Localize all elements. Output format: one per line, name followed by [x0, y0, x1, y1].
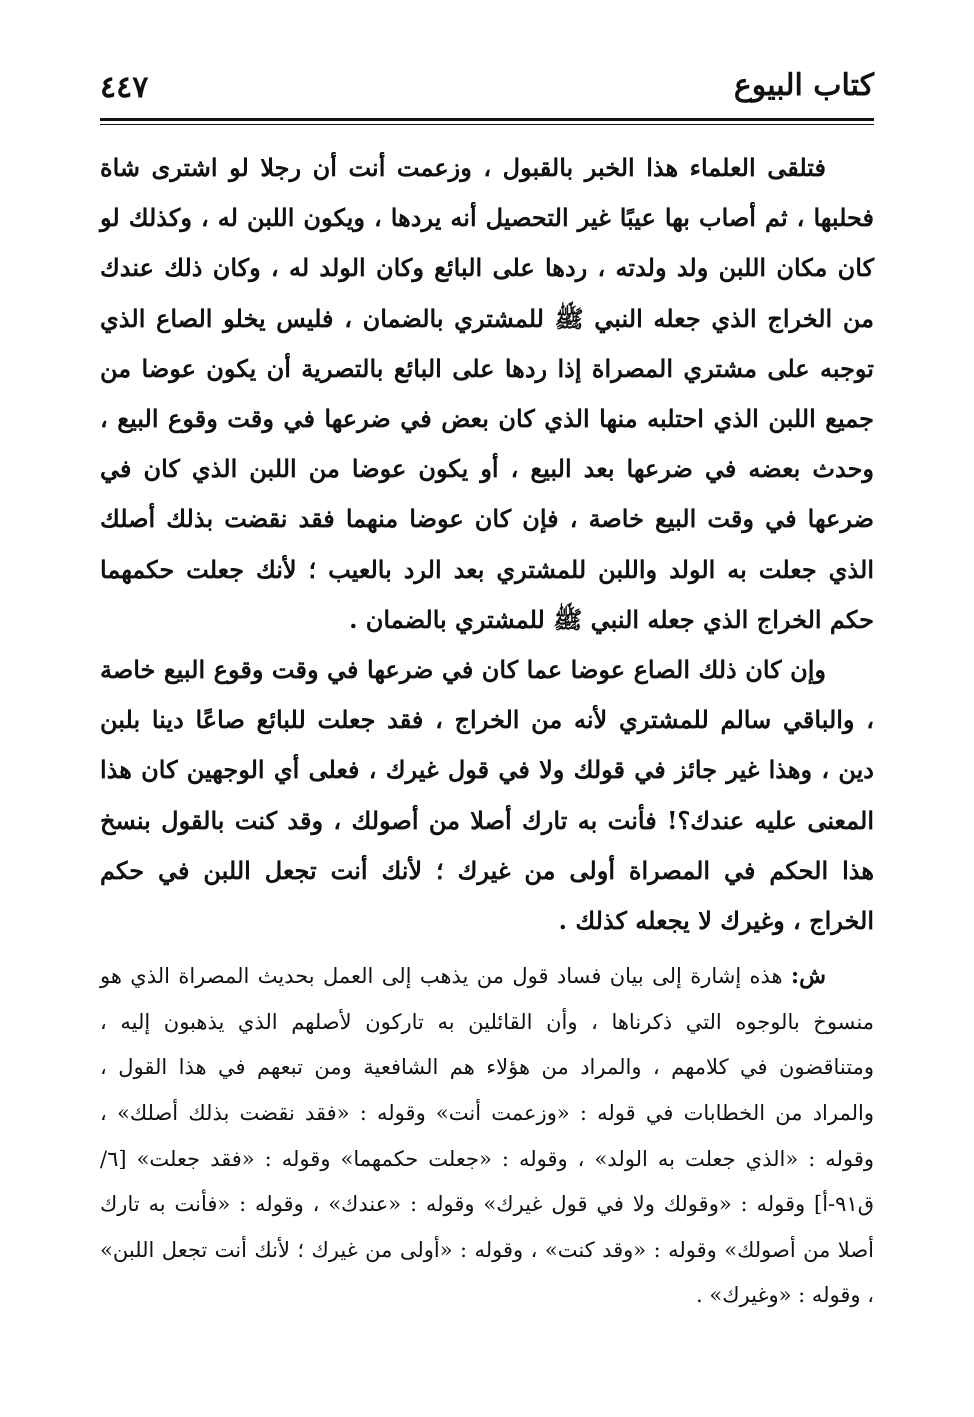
commentary-section — [100, 954, 874, 1319]
main-text — [100, 143, 874, 946]
page-number: ٤٤٧ — [100, 70, 149, 105]
running-header — [100, 60, 874, 112]
book-page — [100, 60, 874, 1319]
header-rule-thin — [100, 124, 874, 125]
commentary-marker: ش: — [791, 963, 826, 990]
header-rule-thick — [100, 118, 874, 121]
commentary-paragraph — [100, 954, 874, 1319]
chapter-title: كتاب البيوع — [733, 68, 874, 103]
commentary-text: هذه إشارة إلى بيان فساد قول من يذهب إلى العمل بحديث المصراة الذي هو منسوخ بالوجوه التي ذكرناها ، وأن القائلين به تاركون لأصلهم الذي يذهبون إليه ، ومتناقضون في كلامهم ، والمراد من هؤلاء هم الشافعية ومن تبعهم في هذا القول ، والمراد من الخطابات في قوله : «وزعمت أنت» وقوله : «فقد نقضت بذلك أصلك» ، وقوله : «الذي جعلت به الولد» ، وقوله : «جعلت حكمهما» وقوله : «فقد جعلت» [٦/ ق٩١-أ] وقوله : «وقولك ولا في قول غيرك» وقوله : «عندك» ، وقوله : «فأنت به تارك أصلا من أصولك» وقوله : «وقد كنت» ، وقوله : «أولى من غيرك ؛ لأنك أنت تجعل اللبن» ، وقوله : «وغيرك» . — [100, 964, 874, 1308]
main-paragraph-2: وإن كان ذلك الصاع عوضا عما كان في ضرعها في وقت وقوع البيع خاصة ، والباقي سالم للمشتري لأنه من الخراج ، فقد جعلت للبائع صاعًا دينا بلبن دين ، وهذا غير جائز في قولك ولا في قول غيرك ، فعلى أي الوجهين كان هذا المعنى عليه عندك؟! فأنت به تارك أصلا من أصولك ، وقد كنت بالقول بنسخ هذا الحكم في المصراة أولى من غيرك ؛ لأنك أنت تجعل اللبن في حكم الخراج ، وغيرك لا يجعله كذلك . — [100, 655, 874, 936]
main-paragraph-1: فتلقى العلماء هذا الخبر بالقبول ، وزعمت أنت أن رجلا لو اشترى شاة فحلبها ، ثم أصاب بها عيبًا غير التحصيل أنه يردها ، ويكون اللبن له ، وكذلك لو كان مكان اللبن ولد ولدته ، ردها على البائع وكان الولد له ، وكان ذلك عندك من الخراج الذي جعله النبي ﷺ للمشتري بالضمان ، فليس يخلو الصاع الذي توجبه على مشتري المصراة إذا ردها على البائع بالتصرية أن يكون عوضا من جميع اللبن الذي احتلبه منها الذي كان بعض في ضرعها في وقت وقوع البيع ، وحدث بعضه في ضرعها بعد البيع ، أو يكون عوضا من اللبن الذي كان في ضرعها في وقت البيع خاصة ، فإن كان عوضا منهما فقد نقضت بذلك أصلك الذي جعلت به الولد واللبن للمشتري بعد الرد بالعيب ؛ لأنك جعلت حكمهما حكم الخراج الذي جعله النبي ﷺ للمشتري بالضمان . — [100, 153, 875, 634]
